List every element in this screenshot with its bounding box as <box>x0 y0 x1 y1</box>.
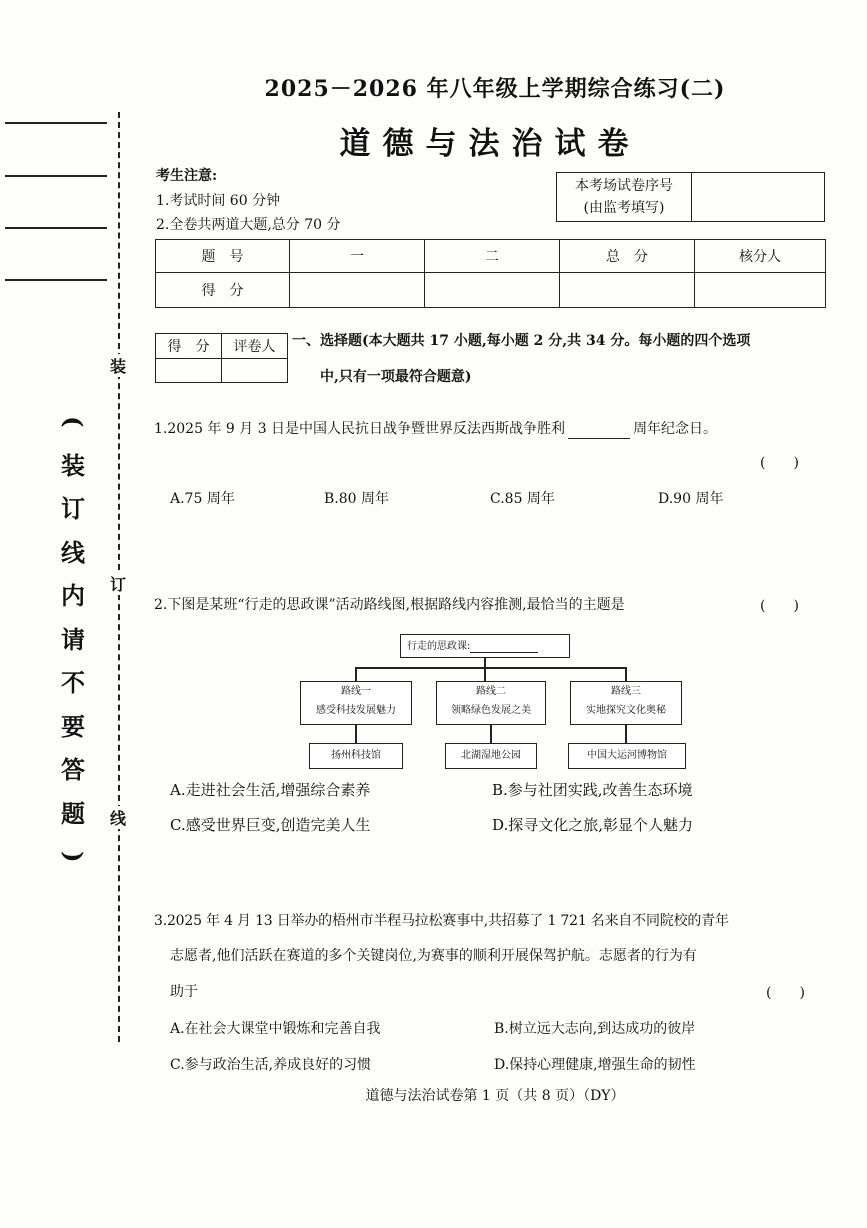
binding-warning-char: 线 <box>61 537 85 567</box>
score-cell[interactable] <box>290 273 425 308</box>
binding-line-4 <box>5 279 107 281</box>
connector-line <box>625 667 627 681</box>
section-title: 中,只有一项最符合题意) <box>320 369 472 385</box>
connector-line <box>355 667 357 681</box>
answer-parentheses[interactable]: ( ) <box>766 985 805 1001</box>
grader-score-cell[interactable] <box>156 359 222 383</box>
binding-warning-char: 要 <box>61 711 85 741</box>
notice-item: 2.全卷共两道大题,总分 70 分 <box>156 217 341 233</box>
section-title: 一、选择题(本大题共 17 小题,每小题 2 分,共 34 分。每小题的四个选项 <box>292 333 751 349</box>
option-b[interactable]: B.参与社团实践,改善生态环境 <box>492 781 693 799</box>
route-name: 路线三 <box>611 686 641 697</box>
score-table <box>155 239 826 308</box>
route-box <box>300 681 412 725</box>
option-a[interactable]: A.在社会大课堂中锻炼和完善自我 <box>170 1021 381 1037</box>
seat-label-line: 本考场试卷序号 <box>575 178 673 194</box>
score-header-cell: 一 <box>290 240 425 273</box>
option-a[interactable]: A.走进社会生活,增强综合素养 <box>170 781 371 799</box>
question-3-stem: 助于 <box>170 984 198 1000</box>
score-header-cell: 题 号 <box>156 240 290 273</box>
question-3-stem: 志愿者,他们活跃在赛道的多个关键岗位,为赛事的顺利开展保驾护航。志愿者的行为有 <box>170 948 697 964</box>
grader-header: 评卷人 <box>222 334 288 359</box>
binding-warning <box>58 400 88 879</box>
option-d[interactable]: D.探寻文化之旅,彰显个人魅力 <box>492 816 694 834</box>
grader-box <box>155 333 288 383</box>
binding-warning-char: 答 <box>61 755 85 784</box>
answer-parentheses[interactable]: ( ) <box>760 598 799 614</box>
binding-warning-char: 订 <box>61 494 85 523</box>
binding-warning-char: 不 <box>61 668 85 697</box>
score-header-cell: 二 <box>425 240 560 273</box>
binding-mark-xian: 线 <box>110 806 126 829</box>
option-c[interactable]: C.参与政治生活,养成良好的习惯 <box>170 1057 372 1073</box>
binding-line-3 <box>5 227 107 229</box>
question-1-stem <box>154 419 717 439</box>
binding-warning-char: ) <box>58 851 88 863</box>
subject-title: 道德与法治试卷 <box>339 126 641 162</box>
binding-mark-ding: 订 <box>110 572 126 595</box>
score-cell[interactable] <box>425 273 560 308</box>
binding-warning-char: 题 <box>61 798 85 828</box>
binding-mark-zhuang: 装 <box>110 354 126 377</box>
question-1-stem-text: 1.2025 年 9 月 3 日是中国人民抗日战争暨世界反法西斯战争胜利 <box>154 421 566 437</box>
binding-warning-char: 请 <box>61 624 85 654</box>
route-name: 路线一 <box>341 686 371 697</box>
connector-line <box>355 724 357 743</box>
connector-line <box>625 724 627 743</box>
option-b[interactable]: B.80 周年 <box>324 491 390 507</box>
grader-name-cell[interactable] <box>222 359 288 383</box>
score-header-cell: 核分人 <box>695 240 826 273</box>
option-b[interactable]: B.树立远大志向,到达成功的彼岸 <box>494 1021 696 1037</box>
notice-item: 1.考试时间 60 分钟 <box>156 193 281 209</box>
answer-parentheses[interactable]: ( ) <box>760 455 799 471</box>
binding-warning-char: 装 <box>61 450 85 480</box>
question-1-stem-text: 周年纪念日。 <box>633 421 718 437</box>
route-box <box>436 681 546 725</box>
question-3-stem: 3.2025 年 4 月 13 日举办的梧州市半程马拉松赛事中,共招募了 1 721 名来自不同院校的青年 <box>154 913 729 929</box>
route-desc: 感受科技发展魅力 <box>316 705 396 716</box>
grader-header: 得 分 <box>156 334 222 359</box>
place-box: 北湖湿地公园 <box>445 743 537 769</box>
flowchart-root-label: 行走的思政课: <box>407 641 471 652</box>
option-d[interactable]: D.90 周年 <box>658 491 724 507</box>
score-cell[interactable] <box>560 273 695 308</box>
page-footer: 道德与法治试卷第 1 页（共 8 页）（DY） <box>365 1088 625 1104</box>
binding-line-2 <box>5 175 107 177</box>
seat-number-box <box>556 172 825 222</box>
flowchart-root-blank[interactable] <box>470 640 538 653</box>
option-c[interactable]: C.85 周年 <box>490 491 555 507</box>
notice-heading: 考生注意: <box>156 168 218 184</box>
binding-warning-char: 内 <box>61 581 85 610</box>
question-2-stem: 2.下图是某班“行走的思政课”活动路线图,根据路线内容推测,最恰当的主题是 <box>154 597 625 613</box>
score-header-cell: 总 分 <box>560 240 695 273</box>
option-a[interactable]: A.75 周年 <box>170 491 235 507</box>
seat-number-label <box>557 173 692 222</box>
connector-line <box>484 667 486 681</box>
connector-line <box>490 724 492 743</box>
route-desc: 领略绿色发展之美 <box>451 705 531 716</box>
answer-blank[interactable] <box>568 422 630 439</box>
flowchart-root <box>400 634 570 658</box>
score-row-label: 得 分 <box>156 273 290 308</box>
place-box: 扬州科技馆 <box>309 743 403 769</box>
route-box <box>570 681 682 725</box>
connector-line <box>355 667 626 669</box>
score-cell[interactable] <box>695 273 826 308</box>
binding-warning-char: ( <box>58 416 88 428</box>
exam-title: 2025－2026 年八年级上学期综合练习(二) <box>264 76 726 102</box>
route-desc: 实地探究文化奥秘 <box>586 705 666 716</box>
route-name: 路线二 <box>476 686 506 697</box>
place-box: 中国大运河博物馆 <box>568 743 686 769</box>
option-d[interactable]: D.保持心理健康,增强生命的韧性 <box>494 1057 696 1073</box>
option-c[interactable]: C.感受世界巨变,创造完美人生 <box>170 816 371 834</box>
seat-number-field[interactable] <box>692 173 825 222</box>
seat-label-line: (由监考填写) <box>583 200 665 216</box>
